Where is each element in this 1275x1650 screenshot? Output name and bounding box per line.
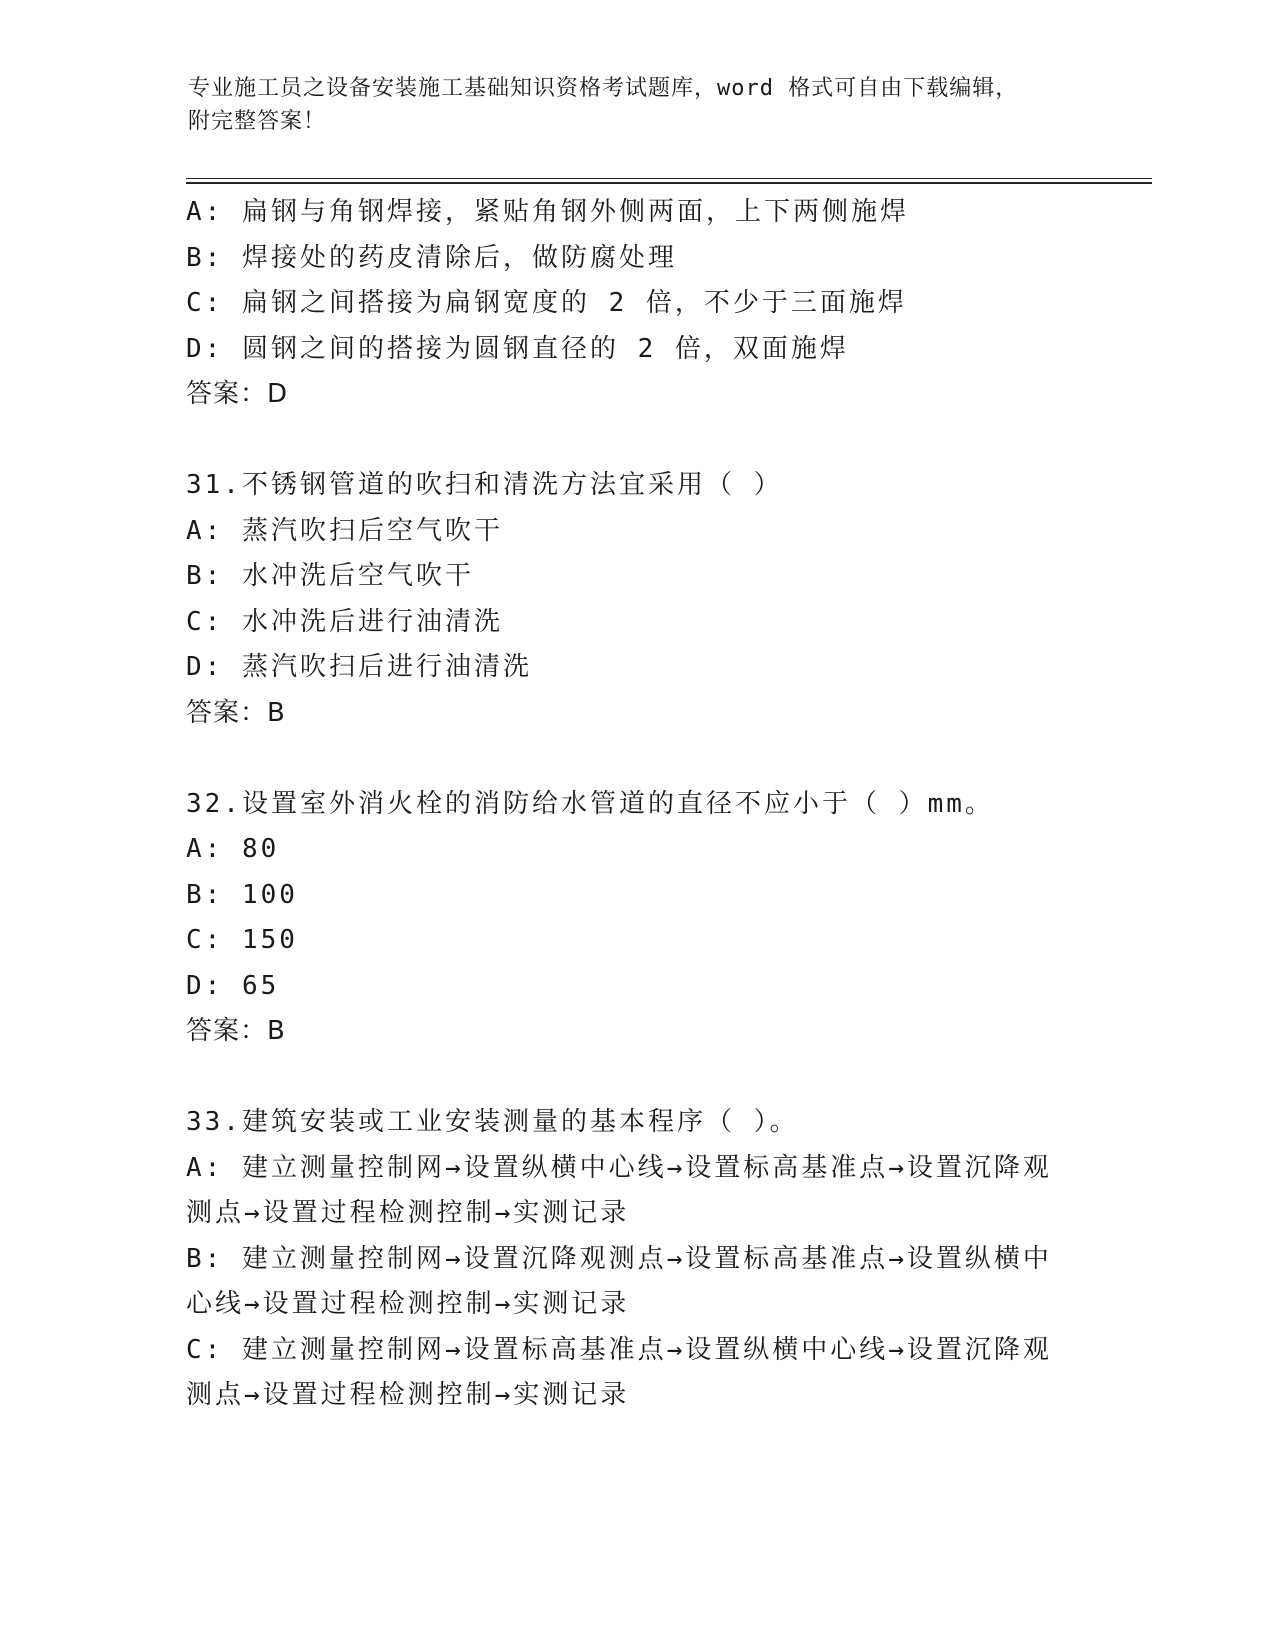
q33-option-c-line-2: 测点→设置过程检测控制→实测记录 xyxy=(186,1380,630,1410)
q32-option-c: C: 150 xyxy=(186,925,298,955)
q30-option-d: D: 圆钢之间的搭接为圆钢直径的 2 倍，双面施焊 xyxy=(186,333,849,364)
q31-option-d: D: 蒸汽吹扫后进行油清洗 xyxy=(186,652,532,682)
q33-option-b-line-2: 心线→设置过程检测控制→实测记录 xyxy=(186,1289,630,1319)
q31-option-c: C: 水冲洗后进行油清洗 xyxy=(186,606,503,637)
q33-question: 33.建筑安装或工业安装测量的基本程序（ ）。 xyxy=(186,1107,799,1137)
spacer xyxy=(186,418,1086,464)
header-line-1: 专业施工员之设备安装施工基础知识资格考试题库，word 格式可自由下载编辑， xyxy=(188,76,1019,101)
header-line-2: 附完整答案！ xyxy=(188,109,327,134)
header-divider-thin xyxy=(186,178,1152,179)
q33-option-a-line-1: A: 建立测量控制网→设置纵横中心线→设置标高基准点→设置沉降观 xyxy=(186,1152,1052,1183)
q31-question: 31.不锈钢管道的吹扫和清洗方法宜采用（ ） xyxy=(186,470,783,500)
question-31-block xyxy=(186,463,1086,736)
q31-option-b: B: 水冲洗后空气吹干 xyxy=(186,561,474,591)
document-header xyxy=(188,72,1088,138)
question-33-block xyxy=(186,1100,1086,1419)
q31-answer: 答案：B xyxy=(186,697,286,728)
q30-option-a: A: 扁钢与角钢焊接，紧贴角钢外侧两面，上下两侧施焊 xyxy=(186,197,909,227)
question-30-block xyxy=(186,190,1086,418)
spacer xyxy=(186,736,1086,782)
q32-option-d: D: 65 xyxy=(186,970,280,1001)
q30-option-b: B: 焊接处的药皮清除后，做防腐处理 xyxy=(186,242,677,273)
q30-answer: 答案：D xyxy=(186,379,289,409)
q32-question: 32.设置室外消火栓的消防给水管道的直径不应小于（ ）mm。 xyxy=(186,788,994,819)
q32-option-a: A: 80 xyxy=(186,834,280,864)
q33-option-b-line-1: B: 建立测量控制网→设置沉降观测点→设置标高基准点→设置纵横中 xyxy=(186,1243,1052,1274)
question-list xyxy=(186,190,1086,1419)
q31-option-a: A: 蒸汽吹扫后空气吹干 xyxy=(186,515,503,546)
q33-option-c-line-1: C: 建立测量控制网→设置标高基准点→设置纵横中心线→设置沉降观 xyxy=(186,1334,1052,1365)
q32-option-b: B: 100 xyxy=(186,879,298,910)
q30-option-c: C: 扁钢之间搭接为扁钢宽度的 2 倍，不少于三面施焊 xyxy=(186,288,907,318)
question-32-block xyxy=(186,782,1086,1055)
spacer xyxy=(186,1055,1086,1101)
q32-answer: 答案：B xyxy=(186,1016,286,1046)
q33-option-a-line-2: 测点→设置过程检测控制→实测记录 xyxy=(186,1198,630,1228)
header-divider-thick xyxy=(186,182,1152,184)
